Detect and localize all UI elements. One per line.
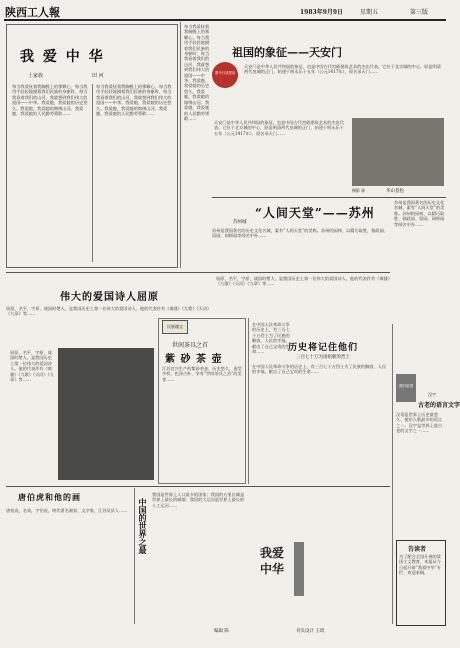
notice-body: 为了配合全国开展的爱国主义教育，本报从今日起开辟“我爱中华”专栏，欢迎来稿。 (399, 554, 441, 576)
stamp-credit: 刊头设计 王琦 (296, 629, 325, 634)
world-body: 我国是世界上人口最多的国家；我国的万里长城是世界上最长的城墙；我国的大运河是世界上最长的人工运河…… (152, 492, 245, 508)
date-line: 1983年9月9日 (300, 9, 344, 16)
love-china-stamp (254, 538, 318, 602)
side-column-text: 每当我爱抚着我胸膛上的那颗心，每当我用手轻轻地摸着我们民族的身躯时，每当我看着我们的山河，我就想到我们伟大的祖国——中华。我爱她，我爱她的历史悠久。我爱她，我爱她的锦绣山河。我爱她，我爱她的人民勤劳勇敢…… (184, 24, 210, 121)
zisha-subhead: 世间茶具之首 (172, 342, 209, 349)
section-rule (212, 197, 446, 198)
figure-drawing (58, 348, 154, 480)
stamp-line2: 中华 (260, 562, 285, 576)
history-subhead: 三百七十万为国捐躯的烈士 (296, 355, 350, 360)
han-badge-label: 我的祖国 (398, 384, 414, 388)
column-divider (92, 84, 93, 262)
suzhou-heading: “人间天堂”——苏州 (255, 206, 375, 220)
tiananmen-body: 天安门是中华人民共和国的象征，也是中国古代宫殿建筑艺术的杰出代表。它位于北京城的中心，原是明清两代皇城的正门，始建于明永乐十五年（公元1417年），原名承天门…… (244, 64, 441, 75)
monument-icon (294, 542, 304, 596)
poems-body-right: 屈原，名平，字原，战国时楚人，是我国历史上第一位伟大的爱国诗人。他的代表作有《离骚》《九歌》《天问》《九章》等…… (216, 276, 390, 287)
zisha-body: 江苏宜兴生产的紫砂茶壶，历史悠久，造型多样，色泽古朴，享有“世间茶具之首”的美誉…… (162, 366, 242, 382)
tiananmen-badge (212, 62, 238, 88)
masthead-rule (4, 19, 446, 21)
love-china-title: 我 爱 中 华 (20, 49, 105, 65)
han-subhead: 汉字 (428, 392, 436, 397)
column-divider (180, 22, 181, 268)
pine-caption: 华山苍松 (386, 189, 404, 194)
han-badge (396, 374, 416, 402)
tang-poet-heading: 唐伯虎和他的画 (18, 492, 81, 502)
han-heading: 古老的语言文字 (418, 402, 460, 409)
section-rule (6, 486, 390, 487)
suzhou-subhead: 苏州城 (233, 220, 247, 225)
world-heading: 中国的世界之最 (138, 498, 148, 554)
column-divider (134, 488, 135, 624)
love-china-body: 每当我爱抚着我胸膛上的那颗心，每当我用手轻轻地摸着我们民族的身躯时，每当我看着我们的山河，我就想到我们伟大的祖国——中华。我爱她，我爱她的历史悠久。我爱她，我爱她的锦绣山河。我爱她，我爱她的人民勤劳勇敢…… (12, 84, 88, 117)
section-rule (6, 272, 390, 273)
tiananmen-badge-label: 看今日话建设 (214, 71, 236, 75)
column-divider (248, 318, 249, 484)
weekday: 星期五 (360, 9, 379, 16)
photographer-credit: 摄影 陈 (352, 188, 366, 193)
pine-photo (352, 118, 444, 186)
love-china-author2: 田 河 (92, 73, 104, 79)
zisha-badge (162, 320, 188, 334)
suzhou-body: 苏州是我国著名的历史文化名城，素有“人间天堂”的美称。苏州的园林，以精巧取胜，拙政园、留园、网师园等闻名中外…… (212, 228, 388, 239)
poems-heading: 伟大的爱国诗人屈原 (60, 292, 159, 303)
history-body: 在中国人民革命斗争的历史上，有三百七十万烈士为了民族的解放、人民的幸福，献出了自己宝贵的生命…… (252, 322, 290, 355)
han-body: 汉语是世界上历史最悠久、使用人数最多的语言之一。汉字是世界上最古老的文字之一…… (396, 412, 443, 434)
tiananmen-heading: 祖国的象征——天安门 (232, 46, 342, 59)
tang-poet-body: 唐伯虎，名寅，字伯虎，明代著名画家、文学家，江苏吴县人…… (6, 508, 128, 513)
paper-name: 陕西工人報 (5, 6, 60, 19)
notice-heading: 告读者 (408, 546, 427, 553)
poems-body: 屈原，名平，字原，战国时楚人，是我国历史上第一位伟大的爱国诗人。他的代表作有《离骚》《九歌》《天问》《九章》等…… (6, 306, 212, 317)
page-number: 第三版 (410, 9, 429, 16)
history-heading: 历史将记住他们 (288, 343, 359, 353)
love-china-author: 土家族 (28, 73, 44, 79)
zisha-heading: 紫 砂 茶 壶 (165, 354, 223, 365)
footer-editor: 编辑 陈 (214, 629, 229, 634)
love-china-body-cont: 每当我爱抚着我胸膛上的那颗心，每当我用手轻轻地摸着我们民族的身躯时，每当我看着我们的山河，我就想到我们伟大的祖国——中华。我爱她，我爱她的历史悠久。我爱她，我爱她的锦绣山河。我爱她，我爱她的人民勤劳勇敢…… (96, 84, 172, 117)
suzhou-body-right: 苏州是我国著名的历史文化名城，素有“人间天堂”的美称。苏州的园林，以精巧取胜，拙政园、留园、网师园等闻名中外…… (394, 200, 445, 227)
tiananmen-body-lower: 天安门是中华人民共和国的象征，也是中国古代宫殿建筑艺术的杰出代表。它位于北京城的中心，原是明清两代皇城的正门，始建于明永乐十五年（公元1417年），原名承天门…… (214, 120, 344, 136)
history-body-cont: 在中国人民革命斗争的历史上，有三百七十万烈士为了民族的解放、人民的幸福，献出了自己宝贵的生命…… (252, 364, 387, 375)
poem-sidebar-text: 屈原，名平，字原，战国时楚人，是我国历史上第一位伟大的爱国诗人。他的代表作有《离骚》《九歌》《天问》《九章》等…… (10, 350, 54, 383)
stamp-line1: 我爱 (260, 546, 285, 560)
column-divider (392, 324, 393, 624)
zisha-badge-label: 民族瑰宝 (167, 324, 183, 329)
